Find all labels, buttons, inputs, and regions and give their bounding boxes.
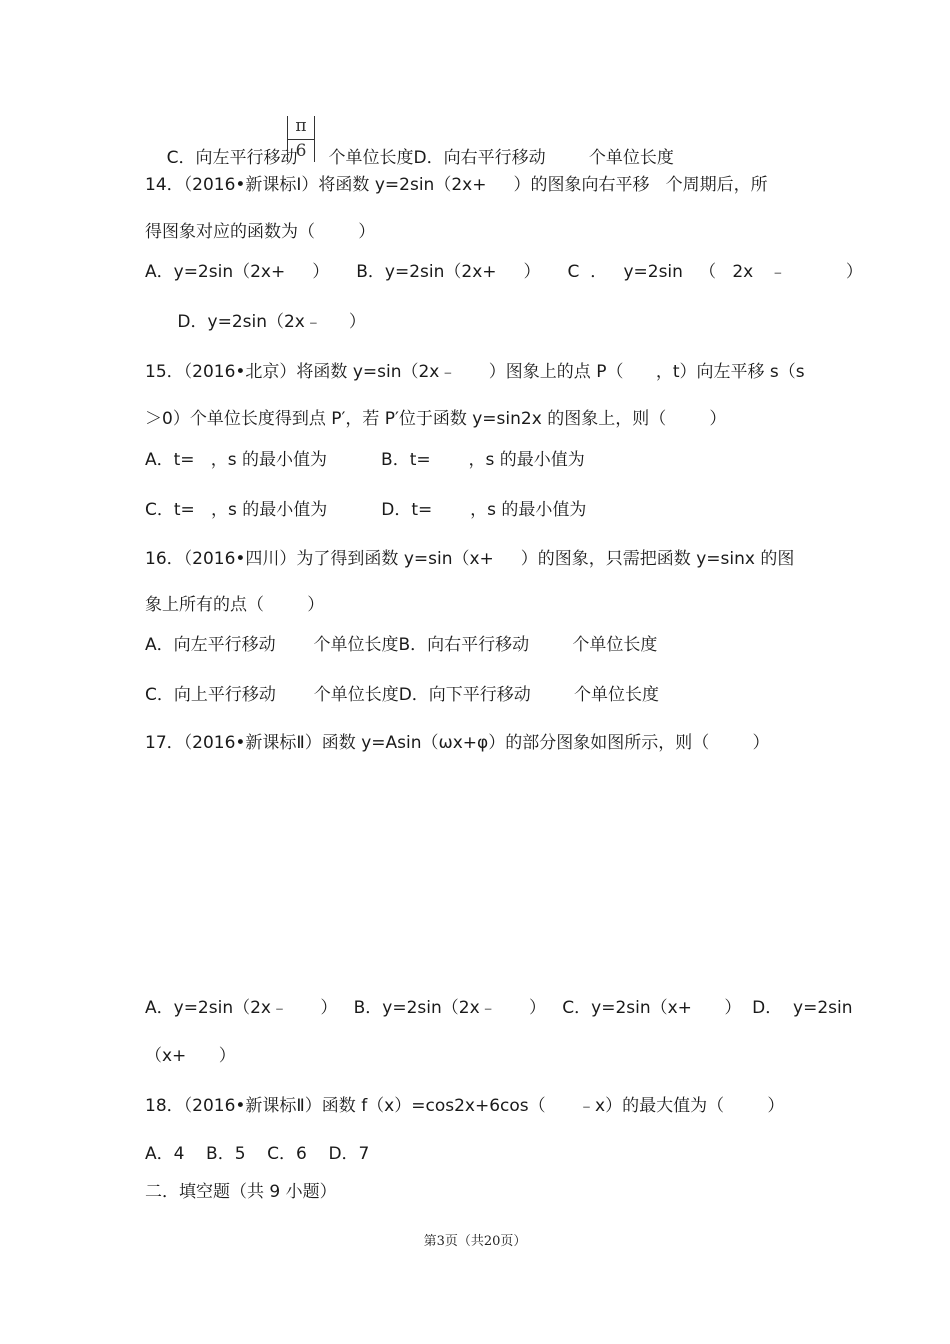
question-15-line-1: 15．（2016•北京）将函数 y=sin（2x﹣ ）图象上的点 P（ ，t）向左平移 s（s (145, 362, 805, 382)
question-18-options: A．4 B．5 C．6 D．7 (145, 1144, 370, 1164)
question-15-options-cd: C．t= ，s 的最小值为 D．t= ，s 的最小值为 (145, 500, 587, 520)
question-14-option-d: D．y=2sin（2x﹣ ） (145, 312, 366, 332)
option-13c-text: C．向左平行移动 (166, 148, 298, 168)
question-15-line-2: ＞0）个单位长度得到点 P′，若 P′位于函数 y=sin2x 的图象上，则（ ） (145, 409, 727, 429)
fraction-pi-over-6 (287, 116, 315, 162)
fraction-bar (288, 139, 314, 140)
question-17-line-1: 17．（2016•新课标Ⅱ）函数 y=Asin（ωx+φ）的部分图象如图所示，则（ ） (145, 733, 770, 753)
question-14-line-1: 14．（2016•新课标Ⅰ）将函数 y=2sin（2x+ ）的图象向右平移 个周期后，所 (145, 175, 768, 195)
question-17-option-d-cont: （x+ ） (145, 1046, 236, 1066)
page-footer: 第3页（共20页） (423, 1234, 527, 1249)
question-18-line-1: 18．（2016•新课标Ⅱ）函数 f（x）=cos2x+6cos（ ﹣x）的最大值为（ ） (145, 1096, 785, 1116)
fraction-denominator: 6 (295, 141, 307, 161)
fraction-numerator: π (295, 116, 307, 136)
question-16-line-2: 象上所有的点（ ） (145, 595, 325, 615)
question-16-line-1: 16．（2016•四川）为了得到函数 y=sin（x+ ）的图象，只需把函数 y=sinx 的图 (145, 549, 795, 569)
question-14-line-2: 得图象对应的函数为（ ） (145, 222, 376, 242)
question-17-options-abcd: A．y=2sin（2x﹣ ） B．y=2sin（2x﹣ ） C．y=2sin（x+ ） D． y=2sin (145, 998, 853, 1018)
question-15-options-ab: A．t= ，s 的最小值为 B．t= ，s 的最小值为 (145, 450, 585, 470)
section-heading-fill-in: 二．填空题（共 9 小题） (145, 1182, 337, 1202)
question-14-options-abc: A．y=2sin（2x+ ） B．y=2sin（2x+ ） C ． y=2sin （ 2x ﹣ ） (145, 262, 863, 282)
question-16-options-cd: C．向上平行移动 个单位长度D．向下平行移动 个单位长度 (145, 685, 660, 705)
question-16-options-ab: A．向左平行移动 个单位长度B．向右平行移动 个单位长度 (145, 635, 658, 655)
option-13d-text: 个单位长度D．向右平行移动 个单位长度 (328, 148, 674, 168)
